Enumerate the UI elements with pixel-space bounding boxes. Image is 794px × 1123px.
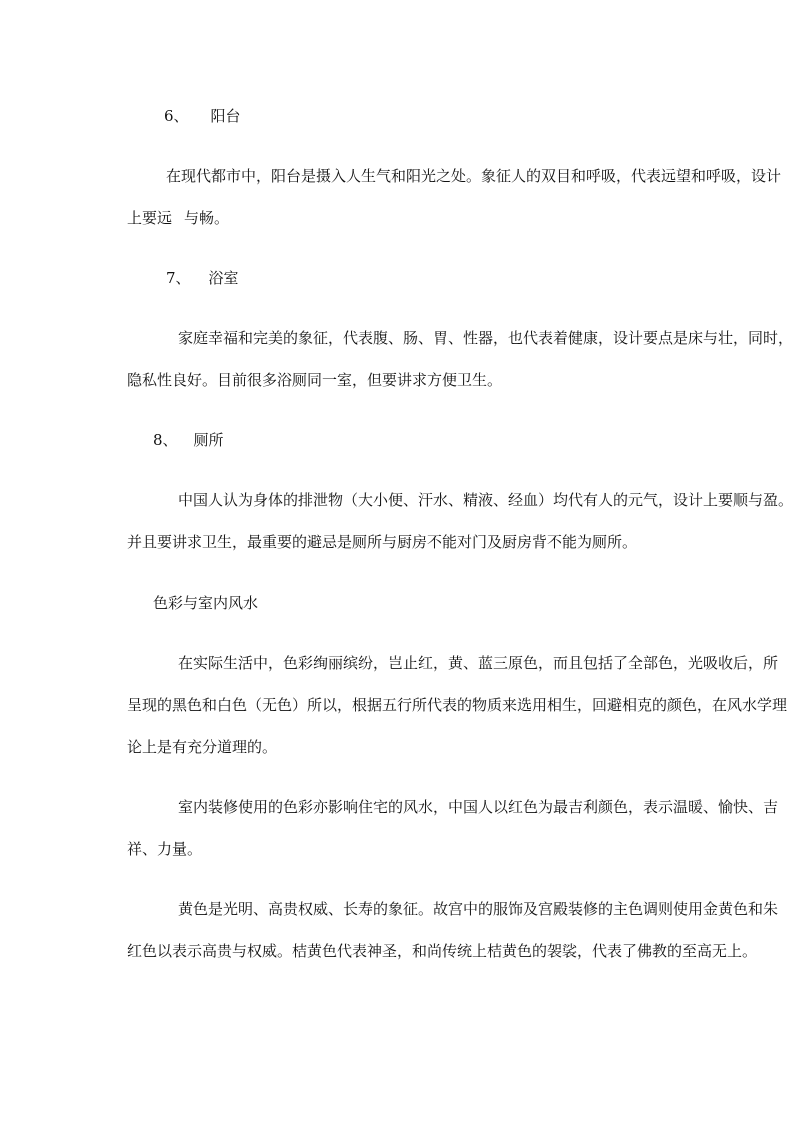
paragraph-line: 在实际生活中，色彩绚丽缤纷，岂止红，黄、蓝三原色，而且包括了全部色，光吸收后，所	[178, 654, 779, 672]
text-fragment: 与畅。	[184, 209, 230, 227]
text-fragment: 上要远	[127, 209, 173, 227]
paragraph-line: 在现代都市中，阳台是摄入人生气和阳光之处。象征人的双目和呼吸，代表远望和呼吸，设计	[166, 167, 782, 185]
paragraph-line: 并且要讲求卫生，最重要的避忌是厕所与厨房不能对门及厨房背不能为厕所。	[127, 533, 638, 551]
paragraph-line: 中国人认为身体的排泄物（大小便、汗水、精液、经血）均代有人的元气，设计上要顺与盈。	[178, 491, 794, 509]
paragraph-line	[127, 208, 229, 228]
section-heading-toilet	[153, 430, 224, 450]
paragraph-line: 祥、力量。	[127, 840, 203, 858]
paragraph-line: 家庭幸福和完美的象征，代表腹、肠、胃、性器，也代表着健康，设计要点是床与壮，同时，	[178, 329, 794, 347]
section-heading-bathroom	[166, 268, 239, 288]
paragraph-line: 红色以表示高贵与权威。桔黄色代表神圣，和尚传统上桔黄色的袈裟，代表了佛教的至高无上。	[127, 942, 758, 960]
paragraph-line: 隐私性良好。目前很多浴厕同一室，但要讲求方便卫生。	[127, 371, 503, 389]
section-number: 7、	[166, 269, 191, 287]
section-heading-color: 色彩与室内风水	[153, 594, 259, 612]
paragraph-line: 室内装修使用的色彩亦影响住宅的风水，中国人以红色为最吉利颜色，表示温暖、愉快、吉	[178, 798, 779, 816]
section-title: 厕所	[193, 431, 224, 449]
section-title: 浴室	[208, 269, 239, 287]
paragraph-line: 论上是有充分道理的。	[127, 738, 278, 756]
section-number: 8、	[153, 431, 178, 449]
paragraph-line: 黄色是光明、高贵权威、长寿的象征。故宫中的服饰及宫殿装修的主色调则使用金黄色和朱	[178, 900, 779, 918]
section-title: 阳台	[210, 107, 241, 125]
section-number: 6、	[164, 107, 189, 125]
section-heading-balcony	[164, 106, 241, 126]
paragraph-line: 呈现的黑色和白色（无色）所以，根据五行所代表的物质来选用相生，回避相克的颜色，在风水学理	[127, 696, 788, 714]
